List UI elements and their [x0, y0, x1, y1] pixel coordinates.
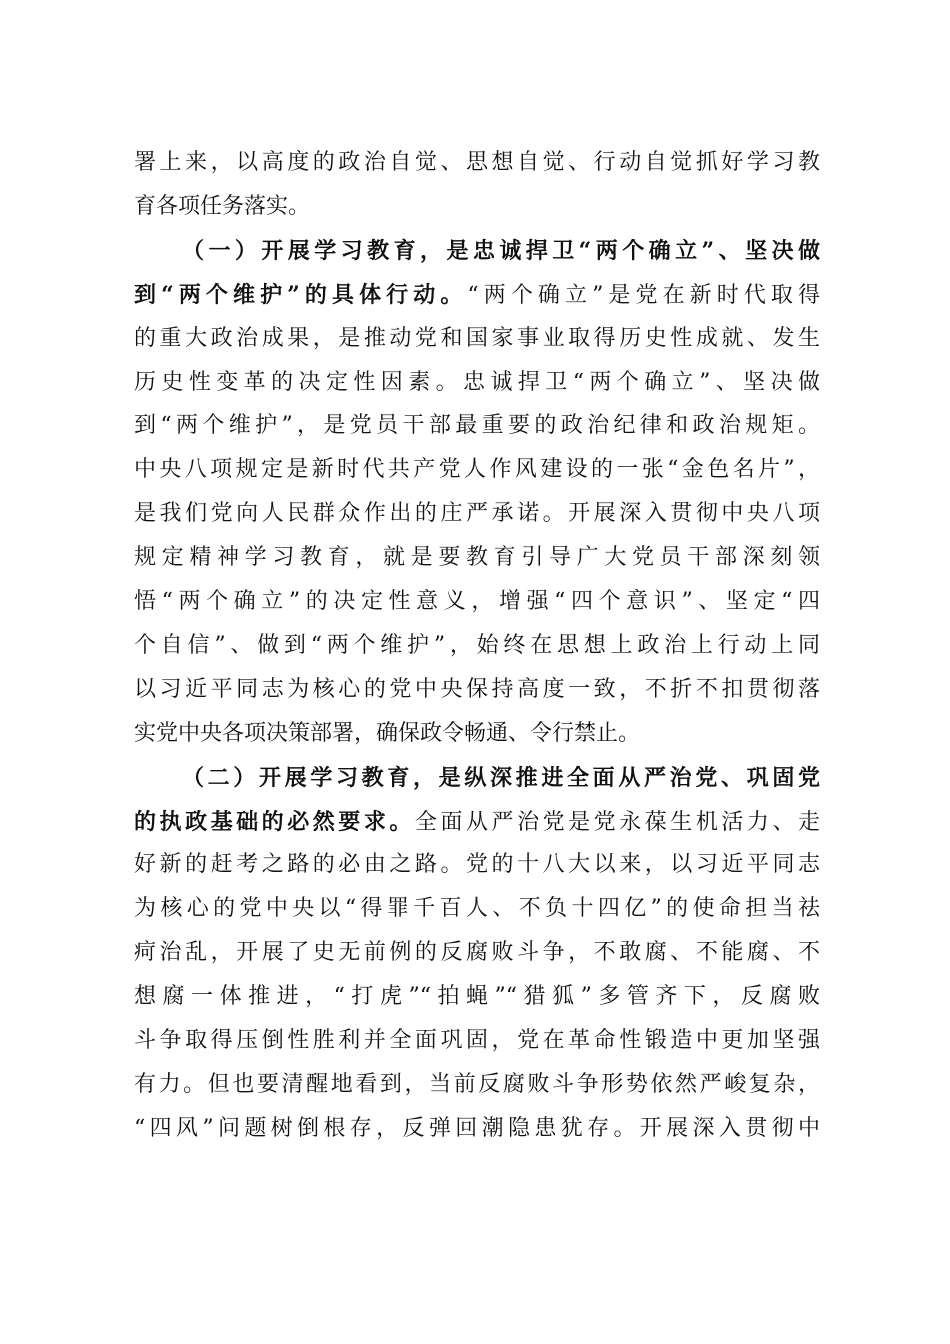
body-text: 中央八项规定是新时代共产党人作风建设的一张“金色名片”，: [134, 457, 820, 483]
body-text: 育各项任务落实。: [134, 193, 311, 219]
body-text: 疴治乱，开展了史无前例的反腐败斗争，不敢腐、不能腐、不: [134, 940, 820, 966]
body-text: 好新的赶考之路的必由之路。党的十八大以来，以习近平同志: [134, 852, 820, 878]
bold-heading-text: 的执政基础的必然要求。: [134, 808, 415, 835]
body-text: “四风”问题树倒根存，反弹回潮隐患犹存。开展深入贯彻中: [134, 1115, 820, 1141]
body-text: 斗争取得压倒性胜利并全面巩固，党在革命性锻造中更加坚强: [134, 1028, 820, 1053]
text-line: [134, 324, 820, 354]
body-text: 以习近平同志为核心的党中央保持高度一致，不折不扣贯彻落: [134, 676, 820, 702]
text-line: [134, 543, 820, 573]
text-line: [134, 587, 820, 617]
text-line: [134, 894, 820, 924]
text-line: [134, 982, 820, 1012]
text-line: [134, 631, 820, 661]
bold-heading-text: （一）开展学习教育，是忠诚捍卫“两个确立”、坚决做: [182, 237, 820, 264]
body-text: 全面从严治党是党永葆生机活力、走: [414, 809, 820, 835]
body-text: 悟“两个确立”的决定性意义，增强“四个意识”、坚定“四: [134, 589, 820, 614]
text-line: [134, 411, 820, 441]
body-text: 的重大政治成果，是推动党和国家事业取得历史性成就、发生: [134, 325, 820, 351]
body-text: 是我们党向人民群众作出的庄严承诺。开展深入贯彻中央八项: [134, 501, 820, 527]
bold-heading-text: 到“两个维护”的具体行动。: [134, 281, 468, 308]
text-line: [134, 807, 820, 837]
body-text: 到“两个维护”，是党员干部最重要的政治纪律和政治规矩。: [134, 413, 820, 439]
text-line: [134, 148, 820, 178]
body-text: 实党中央各项决策部署，确保政令畅通、令行禁止。: [134, 720, 641, 746]
body-text: 规定精神学习教育，就是要教育引导广大党员干部深刻领: [134, 545, 820, 571]
text-line: [134, 1026, 820, 1056]
body-text: 为核心的党中央以“得罪千百人、不负十四亿”的使命担当祛: [134, 896, 820, 922]
body-text: 想腐一体推进，“打虎”“拍蝇”“猎狐”多管齐下，反腐败: [134, 984, 820, 1010]
body-text: “两个确立”是党在新时代取得: [467, 282, 820, 308]
body-text: 有力。但也要清醒地看到，当前反腐败斗争形势依然严峻复杂，: [134, 1071, 820, 1097]
bold-heading-text: （二）开展学习教育，是纵深推进全面从严治党、巩固党: [182, 764, 820, 791]
body-text: 个自信”、做到“两个维护”，始终在思想上政治上行动上同: [134, 632, 820, 658]
body-text: 历史性变革的决定性因素。忠诚捍卫“两个确立”、坚决做: [134, 369, 820, 395]
text-line: [134, 719, 820, 749]
text-line: [182, 763, 820, 793]
text-line: [134, 192, 820, 222]
text-line: [134, 368, 820, 398]
text-line: [134, 1070, 820, 1100]
text-line: [134, 455, 820, 485]
text-line: [134, 1114, 820, 1144]
text-line: [134, 280, 820, 310]
text-line: [134, 938, 820, 968]
text-line: [134, 675, 820, 705]
text-line: [134, 850, 820, 880]
text-line: [134, 499, 820, 529]
body-text: 署上来，以高度的政治自觉、思想自觉、行动自觉抓好学习教: [134, 150, 820, 175]
text-line: [182, 236, 820, 266]
